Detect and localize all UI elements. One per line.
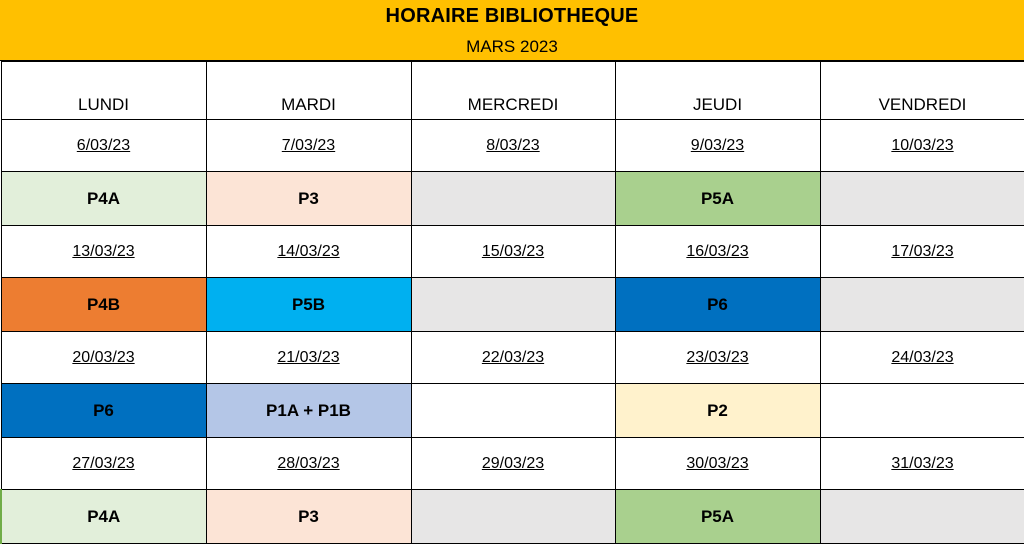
class-row <box>1 278 1024 332</box>
date-cell: 20/03/23 <box>1 332 206 384</box>
date-cell: 6/03/23 <box>1 120 206 172</box>
schedule-title: HORAIRE BIBLIOTHEQUE <box>385 5 639 27</box>
day-header-cell: MARDI <box>206 62 411 120</box>
date-cell: 23/03/23 <box>615 332 820 384</box>
date-cell: 30/03/23 <box>615 438 820 490</box>
class-cell: P5A <box>615 490 820 544</box>
empty-cell <box>820 384 1024 438</box>
day-header-cell: JEUDI <box>615 62 820 120</box>
date-row <box>1 120 1024 172</box>
date-cell: 28/03/23 <box>206 438 411 490</box>
date-cell: 8/03/23 <box>411 120 615 172</box>
day-header-cell: LUNDI <box>1 62 206 120</box>
date-row <box>1 332 1024 384</box>
empty-cell <box>820 490 1024 544</box>
class-cell: P4A <box>1 490 206 544</box>
schedule-header <box>0 0 1024 61</box>
date-cell: 31/03/23 <box>820 438 1024 490</box>
class-cell: P3 <box>206 490 411 544</box>
day-header-cell: MERCREDI <box>411 62 615 120</box>
date-cell: 27/03/23 <box>1 438 206 490</box>
class-cell: P4B <box>1 278 206 332</box>
class-cell: P2 <box>615 384 820 438</box>
date-cell: 17/03/23 <box>820 226 1024 278</box>
date-cell: 24/03/23 <box>820 332 1024 384</box>
empty-cell <box>411 278 615 332</box>
date-row <box>1 226 1024 278</box>
class-cell: P5A <box>615 172 820 226</box>
date-cell: 14/03/23 <box>206 226 411 278</box>
day-header-row <box>1 62 1024 120</box>
date-cell: 29/03/23 <box>411 438 615 490</box>
date-cell: 21/03/23 <box>206 332 411 384</box>
class-row <box>1 490 1024 544</box>
class-cell: P1A + P1B <box>206 384 411 438</box>
schedule-table <box>0 61 1024 544</box>
date-cell: 22/03/23 <box>411 332 615 384</box>
class-cell: P6 <box>615 278 820 332</box>
day-header-cell: VENDREDI <box>820 62 1024 120</box>
empty-cell <box>411 490 615 544</box>
class-row <box>1 172 1024 226</box>
date-cell: 13/03/23 <box>1 226 206 278</box>
schedule-month: MARS 2023 <box>466 37 558 56</box>
empty-cell <box>411 172 615 226</box>
class-cell: P6 <box>1 384 206 438</box>
class-row <box>1 384 1024 438</box>
date-cell: 7/03/23 <box>206 120 411 172</box>
date-cell: 9/03/23 <box>615 120 820 172</box>
empty-cell <box>820 278 1024 332</box>
date-cell: 10/03/23 <box>820 120 1024 172</box>
date-cell: 16/03/23 <box>615 226 820 278</box>
date-row <box>1 438 1024 490</box>
class-cell: P5B <box>206 278 411 332</box>
class-cell: P4A <box>1 172 206 226</box>
date-cell: 15/03/23 <box>411 226 615 278</box>
class-cell: P3 <box>206 172 411 226</box>
empty-cell <box>411 384 615 438</box>
empty-cell <box>820 172 1024 226</box>
